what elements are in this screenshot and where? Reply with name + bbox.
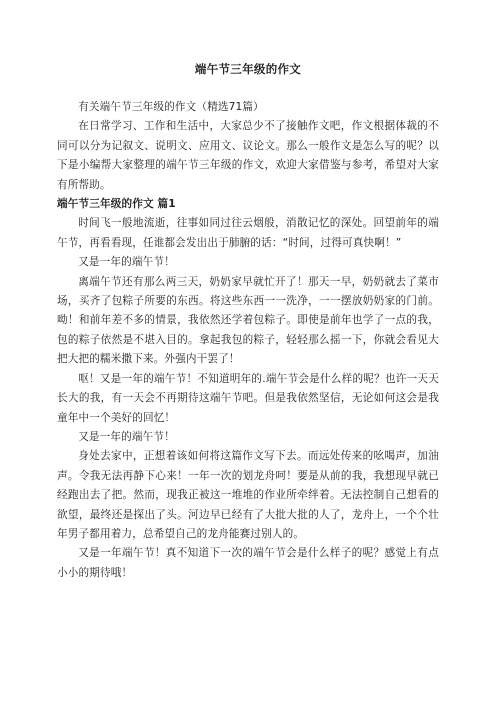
body-paragraph: 又是一年端午节！真不知道下一次的端午节会是什么样子的呢？感觉上有点小小的期待哦！ [57, 547, 439, 579]
body-paragraph: 在日常学习、工作和生活中，大家总少不了接触作文吧，作文根据体裁的不同可以分为记叙文、说明文、应用文、议论文。那么一般作文是怎么写的呢？以下是小编帮大家整理的端午节三年级的作文，欢迎大家借鉴与参考，希望对大家有所帮助。 [57, 120, 439, 191]
body-paragraph: 时间飞一般地流逝，往事如同过往云烟般，消散记忆的深处。回望前年的端午节，再看看现，任谁都会发出出于肺腑的话：“时间，过得可真快啊！” [57, 217, 439, 249]
document-title: 端午节三年级的作文 [194, 62, 302, 76]
body-paragraph: 有关端午节三年级的作文（精选71篇） [78, 101, 264, 113]
body-paragraph: 呕！又是一年的端午节！不知道明年的.端午节会是什么样的呢？也许一天天长大的我，有一天会不再期待这端午节吧。但是我依然坚信，无论如何这会是我童年中一个美好的回忆！ [57, 372, 439, 424]
body-paragraph: 身处去家中，正想着该如何将这篇作文写下去。而远处传来的吆喝声，加油声。令我无法再静下心来！一年一次的划龙舟呵！要是从前的我，我想现早就已经跑出去了把。然而，现我正被这一堆堆的作业所牵绊着。无法控制自己想看的欲望，最终还是探出了头。河边早已经有了大批大批的人了，龙舟上，一个个壮年男子都用着力，总希望自己的龙舟能赛过别人的。 [57, 450, 439, 540]
document-body [57, 98, 439, 583]
section-heading: 端午节三年级的作文 篇1 [57, 198, 176, 211]
body-paragraph: 又是一年的端午节！ [78, 256, 175, 269]
body-paragraph: 离端午节还有那么两三天，奶奶家早就忙开了！那天一早，奶奶就去了菜市场，买齐了包粽子所要的东西。将这些东西一一洗净，一一摆放奶奶家的门前。呦！和前年差不多的情景，我依然还学着包粽子。即使是前年也学了一点的我，包的粽子依然是不堪入目的。拿起我包的粽子，轻轻那么摇一下，你就会看见大把大把的糯米撒下来。外强内干罢了！ [57, 275, 439, 366]
body-paragraph: 又是一年的端午节！ [78, 430, 175, 443]
